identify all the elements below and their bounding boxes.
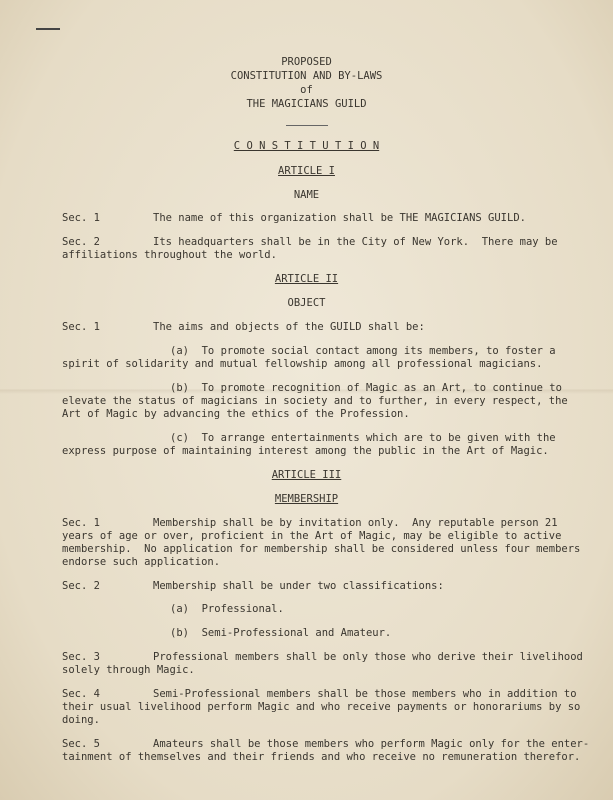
article-2-item-a: (a) To promote social contact among its members, to foster a [170,345,556,357]
constitution-heading: C O N S T I T U T I O N [233,140,380,152]
article-1-sec-2-label: Sec. 2 [62,236,100,248]
article-3-sec-1-text: Membership shall be by invitation only. Any reputable person 21 [153,517,558,529]
article-3-sec-1-cont-1: years of age or over, proficient in the Art of Magic, may be eligible to active [62,530,562,542]
header-guild-name: THE MAGICIANS GUILD [246,98,367,110]
article-3-sec-2-item-b: (b) Semi-Professional and Amateur. [170,627,392,639]
article-2-item-a-cont: spirit of solidarity and mutual fellowship among all professional magicians. [62,358,543,370]
article-1-sec-2-text-cont: affiliations throughout the world. [62,249,277,261]
article-3-sec-1-label: Sec. 1 [62,517,100,529]
article-1-sec-1-label: Sec. 1 [62,212,100,224]
article-3-sec-1-cont-2: membership. No application for membership shall be considered unless four members [62,543,581,555]
article-1-sec-2-text: Its headquarters shall be in the City of New York. There may be [153,236,558,248]
article-3-title: ARTICLE III [271,469,342,481]
article-3-sec-3-text: Professional members shall be only those who derive their livelihood [153,651,583,663]
article-3-sec-4-cont-1: their usual livelihood perform Magic and who receive payments or honorariums by so [62,701,581,713]
article-2-subtitle: OBJECT [287,297,326,309]
article-3-sec-2-item-a: (a) Professional. [170,603,284,615]
article-1-subtitle: NAME [293,189,320,201]
article-3-subtitle: MEMBERSHIP [274,493,339,505]
article-2-item-b-cont-2: Art of Magic by advancing the ethics of the Profession. [62,408,410,420]
article-1-title: ARTICLE I [278,165,335,177]
article-3-sec-5-cont: tainment of themselves and their friends and who receive no remuneration therefor. [62,751,581,763]
article-3-sec-4-label: Sec. 4 [62,688,100,700]
article-2-item-b: (b) To promote recognition of Magic as an Art, to continue to [170,382,562,394]
article-3-sec-5-label: Sec. 5 [62,738,100,750]
article-1-sec-1-text: The name of this organization shall be THE MAGICIANS GUILD. [153,212,526,224]
article-2-item-c: (c) To arrange entertainments which are to be given with the [170,432,556,444]
article-3-sec-2-text: Membership shall be under two classifications: [153,580,444,592]
article-3-sec-2-label: Sec. 2 [62,580,100,592]
article-2-item-c-cont: express purpose of maintaining interest among the public in the Art of Magic. [62,445,549,457]
article-3-sec-1-cont-3: endorse such application. [62,556,221,568]
article-3-sec-5-text: Amateurs shall be those members who perform Magic only for the enter- [153,738,590,750]
article-3-sec-4-cont-2: doing. [62,714,100,726]
article-3-sec-4-text: Semi-Professional members shall be those members who in addition to [153,688,577,700]
article-2-title: ARTICLE II [274,273,339,285]
header-of: of [300,84,313,96]
article-3-sec-3-cont: solely through Magic. [62,664,195,676]
article-2-item-b-cont-1: elevate the status of magicians in society and to further, in every respect, the [62,395,568,407]
header-constitution-bylaws: CONSTITUTION AND BY-LAWS [230,70,383,82]
article-2-sec-1-label: Sec. 1 [62,321,100,333]
article-2-sec-1-text: The aims and objects of the GUILD shall be: [153,321,425,333]
header-proposed: PROPOSED [281,56,332,68]
separator-rule [286,125,328,126]
article-3-sec-3-label: Sec. 3 [62,651,100,663]
margin-mark [36,28,60,30]
